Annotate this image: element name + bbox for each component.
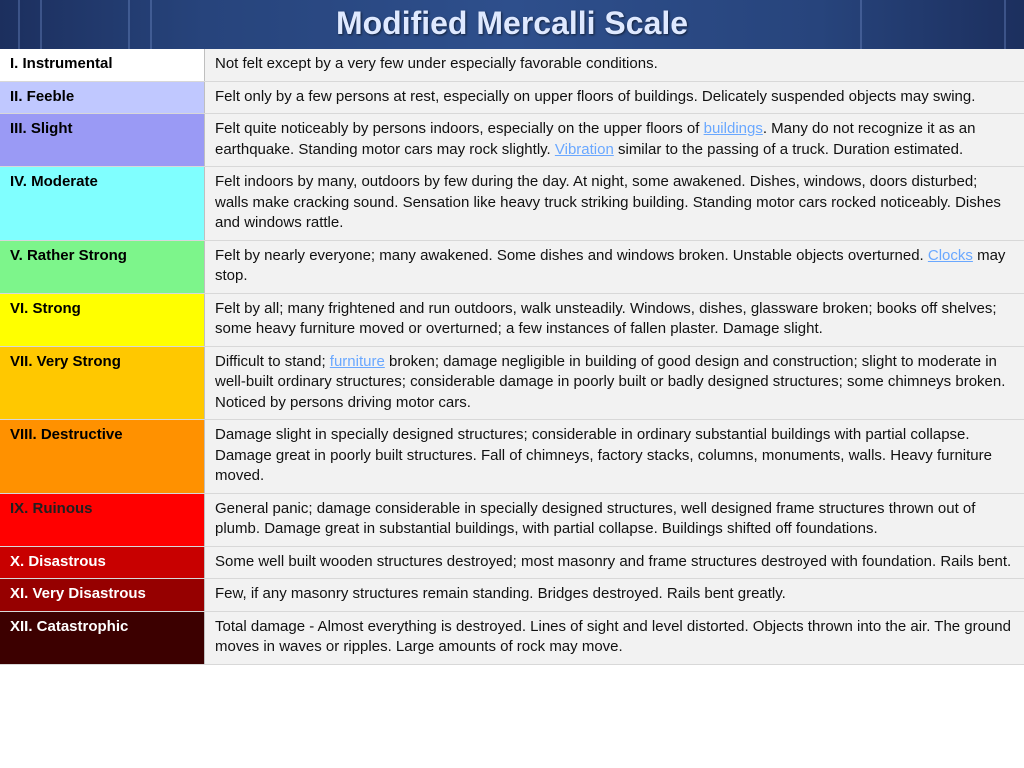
description-link[interactable]: Vibration [554, 140, 614, 158]
intensity-description [205, 293, 1024, 346]
intensity-description [205, 167, 1024, 241]
description-text: Difficult to stand; [215, 352, 330, 370]
intensity-level: VII. Very Strong [0, 346, 205, 420]
description-text: broken; damage negligible in building of good design and construction; slight to moderate in well-built ordinary structures; considerable damage in poorly built or badly designed structures; some chimneys broken. Noticed by persons driving motor cars. [215, 352, 1006, 411]
title-bar [0, 0, 1024, 49]
description-text: Felt by all; many frightened and run outdoors, walk unsteadily. Windows, dishes, glassware broken; books off shelves; some heavy furniture moved or overturned; a few instances of fallen plaster. Damage slight. [215, 299, 997, 337]
intensity-description [205, 81, 1024, 114]
table-row [0, 546, 1024, 579]
intensity-level: VIII. Destructive [0, 420, 205, 494]
intensity-description [205, 493, 1024, 546]
intensity-level: VI. Strong [0, 293, 205, 346]
description-text: Felt only by a few persons at rest, especially on upper floors of buildings. Delicately suspended objects may swing. [215, 87, 976, 105]
description-link[interactable]: furniture [329, 352, 385, 370]
description-text: General panic; damage considerable in specially designed structures, well designed frame structures thrown out of plumb. Damage great in substantial buildings, with partial collapse. Buildings shifted off foundations. [215, 499, 976, 537]
description-link[interactable]: buildings [703, 120, 763, 137]
intensity-description [205, 49, 1024, 81]
table-row [0, 49, 1024, 81]
intensity-level: III. Slight [0, 114, 205, 167]
description-text: Some well built wooden structures destroyed; most masonry and frame structures destroyed with foundation. Rails bent. [215, 552, 1012, 570]
table-row [0, 493, 1024, 546]
intensity-level: XII. Catastrophic [0, 611, 205, 664]
intensity-level: XI. Very Disastrous [0, 579, 205, 612]
table-row [0, 420, 1024, 494]
page-title: Modified Mercalli Scale [335, 5, 689, 41]
intensity-description [205, 420, 1024, 494]
intensity-description [205, 240, 1024, 293]
intensity-description [205, 114, 1024, 167]
table-row [0, 346, 1024, 420]
mercalli-table [0, 49, 1024, 665]
table-row [0, 240, 1024, 293]
description-text: may stop. [215, 246, 1006, 284]
description-text: Total damage - Almost everything is destroyed. Lines of sight and level distorted. Objects thrown into the air. The ground moves in waves or ripples. Large amounts of rock may move. [215, 617, 1011, 655]
description-text: similar to the passing of a truck. Duration estimated. [613, 140, 964, 158]
table-row [0, 81, 1024, 114]
intensity-description [205, 611, 1024, 664]
intensity-level: V. Rather Strong [0, 240, 205, 293]
table-row [0, 611, 1024, 664]
description-text: Felt quite noticeably by persons indoors, especially on the upper floors of [215, 120, 704, 137]
intensity-description [205, 546, 1024, 579]
description-text: Felt by nearly everyone; many awakened. Some dishes and windows broken. Unstable objects overturned. [215, 246, 928, 264]
intensity-level: IV. Moderate [0, 167, 205, 241]
description-link[interactable]: Clocks [927, 246, 973, 264]
table-row [0, 579, 1024, 612]
description-text: Few, if any masonry structures remain standing. Bridges destroyed. Rails bent greatly. [215, 585, 786, 602]
description-text: Felt indoors by many, outdoors by few during the day. At night, some awakened. Dishes, windows, doors disturbed; walls make cracking sound. Sensation like heavy truck striking building. Standing motor cars rocked noticeably. Dishes and windows rattle. [215, 173, 1001, 231]
description-text: Damage slight in specially designed structures; considerable in ordinary substantial buildings with partial collapse. Damage great in poorly built structures. Fall of chimneys, factory stacks, columns, monuments, walls. Heavy furniture moved. [215, 426, 992, 484]
table-row [0, 114, 1024, 167]
table-row [0, 167, 1024, 241]
intensity-description [205, 346, 1024, 420]
intensity-level: I. Instrumental [0, 49, 205, 81]
table-row [0, 293, 1024, 346]
intensity-level: II. Feeble [0, 81, 205, 114]
intensity-description [205, 579, 1024, 612]
intensity-level: IX. Ruinous [0, 493, 205, 546]
intensity-level: X. Disastrous [0, 546, 205, 579]
description-text: Not felt except by a very few under especially favorable conditions. [215, 55, 658, 72]
description-text: . Many do not recognize it as an earthquake. Standing motor cars may rock slightly. [215, 120, 976, 158]
